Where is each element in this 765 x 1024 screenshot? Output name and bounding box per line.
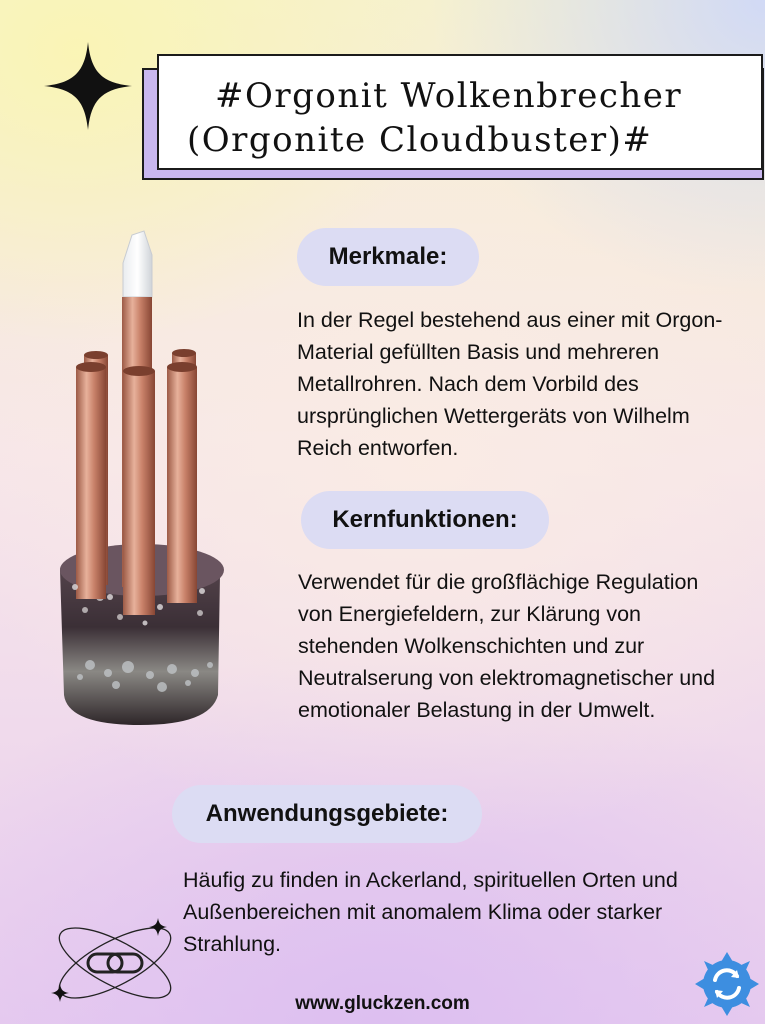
features-line: In der Regel bestehend aus einer mit Orgon- [297, 308, 723, 332]
page-title-line-1: #Orgonit Wolkenbrecher [215, 76, 683, 116]
functions-line: emotionaler Belastung in der Umwelt. [298, 698, 656, 722]
features-line: ursprünglichen Wettergeräts von Wilhelm [297, 404, 690, 428]
features-line: Reich entworfen. [297, 436, 459, 460]
functions-line: von Energiefeldern, zur Klärung von [298, 602, 642, 626]
features-heading: Merkmale: [297, 228, 479, 286]
sparkle-icon [40, 38, 136, 134]
features-line: Metallrohren. Nach dem Vorbild des [297, 372, 639, 396]
website-url[interactable]: www.gluckzen.com [295, 993, 470, 1014]
features-text [297, 304, 722, 464]
functions-line: stehenden Wolkenschichten und zur [298, 634, 645, 658]
features-line: Material gefüllten Basis und mehreren [297, 340, 660, 364]
functions-heading: Kernfunktionen: [301, 491, 549, 549]
functions-line: Neutralserung von elektromagnetischer und [298, 666, 716, 690]
applications-line: Häufig zu finden in Ackerland, spirituellen Orten und [183, 868, 678, 892]
page-title-line-2: (Orgonite Cloudbuster)# [187, 120, 653, 160]
applications-text [183, 864, 678, 960]
applications-heading: Anwendungsgebiete: [172, 785, 482, 843]
functions-line: Verwendet für die großflächige Regulation [298, 570, 699, 594]
applications-line: Strahlung. [183, 932, 282, 956]
title-box [157, 54, 763, 170]
gluckzen-logo-icon [693, 950, 761, 1018]
functions-text [298, 566, 715, 726]
cloudbuster-image [50, 225, 240, 735]
applications-line: Außenbereichen mit anomalem Klima oder starker [183, 900, 663, 924]
